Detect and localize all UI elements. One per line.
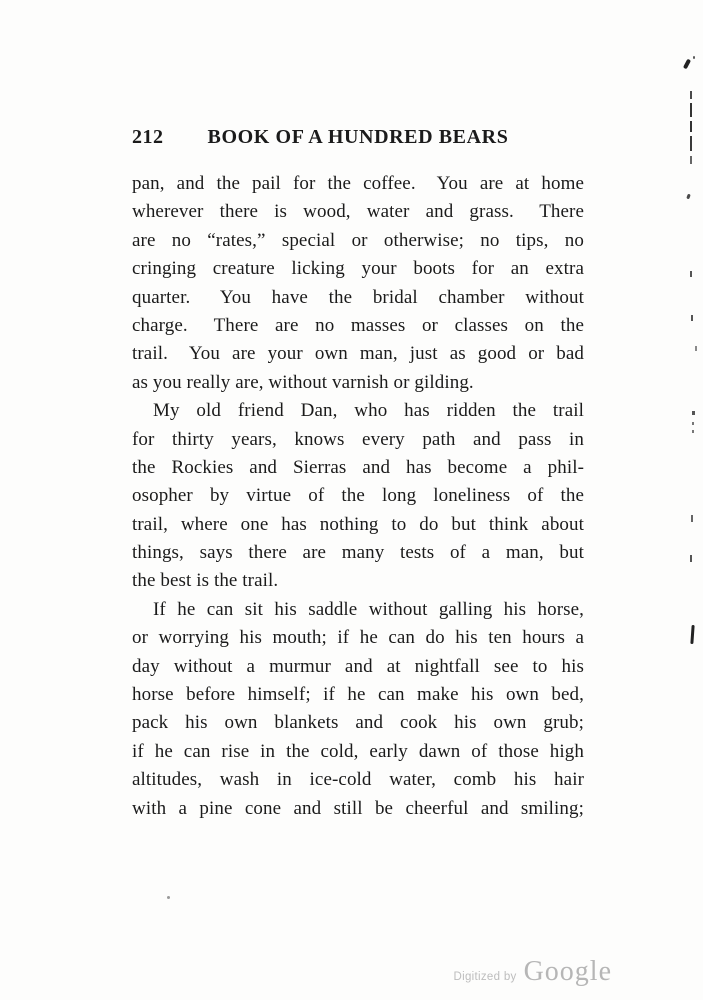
text-line: horse before himself; if he can make his own bed, [132,684,584,706]
running-title: BOOK OF A HUNDRED BEARS [207,126,509,148]
scan-artifact [690,121,692,132]
google-watermark [454,956,612,988]
text-line: altitudes, wash in ice-cold water, comb his hair [132,769,584,791]
text-line: osopher by virtue of the long loneliness of the [132,485,584,507]
scan-artifact [167,896,170,899]
text-line: My old friend Dan, who has ridden the trail [153,400,584,422]
watermark-prefix: Digitized by [453,971,517,983]
scan-artifact [692,422,694,425]
body-text [132,170,584,823]
text-line: day without a murmur and at nightfall see to his [132,655,584,677]
scan-artifact [690,136,692,151]
scan-artifact [690,555,692,562]
text-line: the best is the trail. [132,570,279,592]
text-line: charge. There are no masses or classes on the [132,314,584,336]
scan-artifact [690,271,692,277]
scan-artifact [683,59,691,70]
text-line: the Rockies and Sierras and has become a phil- [132,456,584,478]
scan-artifact [690,103,692,117]
scan-artifact [690,91,692,99]
page-number: 212 [132,126,164,148]
scan-artifact [692,430,694,433]
text-line: with a pine cone and still be cheerful and smiling; [132,797,584,819]
text-line: if he can rise in the cold, early dawn of those high [132,740,584,762]
scan-artifact [695,346,697,351]
page-header [132,126,584,150]
text-line: wherever there is wood, water and grass. There [132,201,584,223]
text-line: things, says there are many tests of a man, but [132,542,584,564]
text-line: as you really are, without varnish or gilding. [132,371,474,393]
text-line: for thirty years, knows every path and pass in [132,428,584,450]
scan-artifact [691,315,693,321]
text-line: cringing creature licking your boots for an extra [132,258,584,280]
google-logo: Google [523,956,612,987]
scan-artifact [693,56,695,59]
text-line: pack his own blankets and cook his own grub; [132,712,584,734]
text-line: trail. You are your own man, just as good or bad [132,343,584,365]
text-line: are no “rates,” special or otherwise; no tips, no [132,229,584,251]
text-line: pan, and the pail for the coffee. You are at home [132,173,584,194]
scan-artifact [690,625,694,644]
text-line: quarter. You have the bridal chamber without [132,286,584,308]
text-line: If he can sit his saddle without galling his horse, [153,598,584,620]
scan-artifact [686,194,691,200]
scan-artifact [691,515,693,522]
scan-artifact [692,411,695,415]
text-line: trail, where one has nothing to do but think about [132,513,584,535]
text-line: or worrying his mouth; if he can do his ten hours a [132,627,584,649]
scan-artifact [690,156,692,164]
